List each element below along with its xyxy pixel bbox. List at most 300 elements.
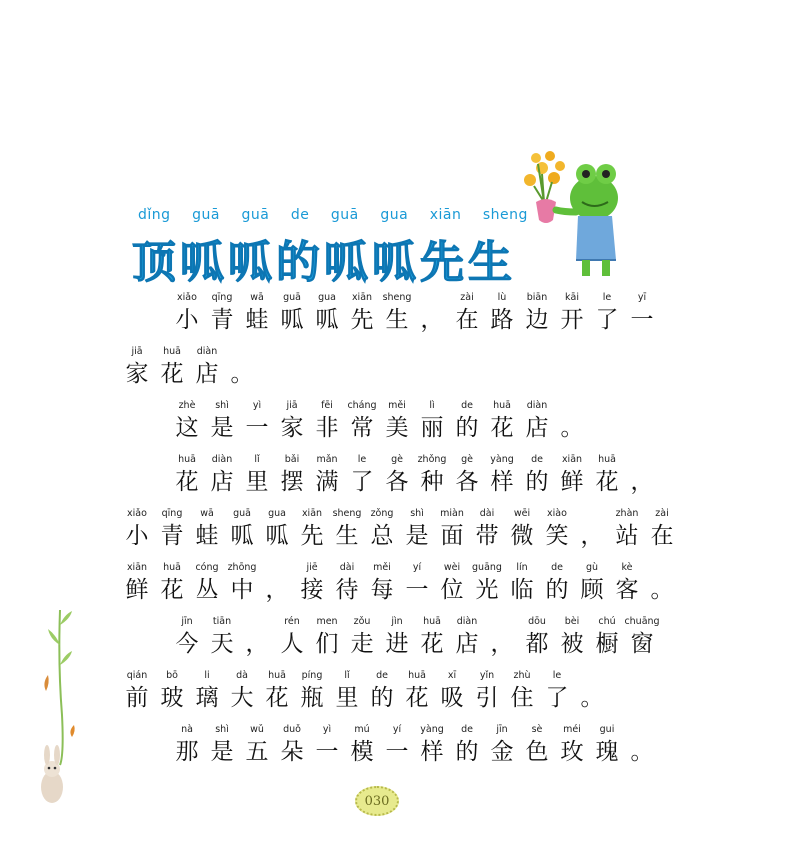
pinyin: lín [516, 562, 528, 573]
character [417, 290, 447, 334]
hanzi: 天 [210, 631, 234, 657]
hanzi: 引 [475, 685, 499, 711]
title-pinyin-syllable: de [290, 207, 310, 223]
pinyin: huā [268, 670, 286, 681]
character [577, 668, 607, 712]
frog-illustration [520, 150, 630, 280]
hanzi: 接 [300, 577, 324, 603]
hanzi: 美 [385, 415, 409, 441]
pinyin: de [461, 724, 473, 735]
character [207, 614, 237, 658]
character [312, 614, 342, 658]
text-line [122, 560, 682, 604]
hanzi: 面 [440, 523, 464, 549]
pinyin: shì [215, 724, 229, 735]
character [312, 452, 342, 496]
pinyin: zhàn [615, 508, 639, 519]
pinyin: mǎn [316, 454, 338, 465]
pinyin: biān [526, 292, 548, 303]
hanzi: 样 [490, 469, 514, 495]
hanzi: 各 [385, 469, 409, 495]
pinyin: dà [236, 670, 248, 681]
character [542, 560, 572, 604]
character [627, 290, 657, 334]
pinyin: huā [178, 454, 196, 465]
hanzi: ， [630, 469, 654, 495]
character [402, 560, 432, 604]
hanzi: 青 [160, 523, 184, 549]
character [402, 668, 432, 712]
hanzi: 先 [350, 307, 374, 333]
hanzi: 笑 [545, 523, 569, 549]
text-line [172, 614, 662, 658]
hanzi: 住 [510, 685, 534, 711]
character [417, 398, 447, 442]
pinyin: měi [373, 562, 391, 573]
pinyin: duǒ [283, 724, 301, 735]
character [417, 722, 447, 766]
pinyin: gè [461, 454, 473, 465]
character [332, 560, 362, 604]
hanzi: 每 [370, 577, 394, 603]
hanzi: 一 [385, 739, 409, 765]
hanzi: 常 [350, 415, 374, 441]
hanzi: 鲜 [125, 577, 149, 603]
hanzi: 金 [490, 739, 514, 765]
pinyin: jiā [131, 346, 143, 357]
hanzi: 那 [175, 739, 199, 765]
pinyin: zǒu [353, 616, 371, 627]
hanzi: 生 [385, 307, 409, 333]
pinyin: xiān [561, 454, 583, 465]
hanzi: 一 [315, 739, 339, 765]
hanzi: 总 [370, 523, 394, 549]
character [382, 398, 412, 442]
title-pinyin-syllable: dǐng [138, 207, 171, 223]
hanzi: ， [580, 523, 604, 549]
pinyin: jiē [306, 562, 318, 573]
character [402, 506, 432, 550]
hanzi: 了 [545, 685, 569, 711]
character [647, 560, 677, 604]
character [522, 722, 552, 766]
hanzi: 是 [210, 739, 234, 765]
pinyin: le [552, 670, 562, 681]
rabbit-illustration [38, 605, 98, 820]
pinyin: shì [410, 508, 424, 519]
pinyin: zhù [513, 670, 531, 681]
character [627, 452, 657, 496]
character [472, 506, 502, 550]
character [382, 452, 412, 496]
hanzi: 生 [335, 523, 359, 549]
page-title: 顶呱呱的呱呱先生 [132, 237, 516, 288]
hanzi: 走 [350, 631, 374, 657]
pinyin: de [461, 400, 473, 411]
character [627, 722, 657, 766]
character [277, 290, 307, 334]
pinyin: diàn [526, 400, 548, 411]
hanzi: 色 [525, 739, 549, 765]
character [312, 398, 342, 442]
hanzi: 一 [630, 307, 654, 333]
hanzi: 带 [475, 523, 499, 549]
hanzi: 中 [230, 577, 254, 603]
character [122, 344, 152, 388]
pinyin: zhōng [227, 562, 257, 573]
hanzi: 是 [405, 523, 429, 549]
hanzi: 花 [160, 577, 184, 603]
pinyin: lì [429, 400, 435, 411]
character [382, 614, 412, 658]
hanzi: 们 [315, 631, 339, 657]
hanzi: 光 [475, 577, 499, 603]
character [277, 722, 307, 766]
character [207, 398, 237, 442]
character [192, 344, 222, 388]
hanzi: 路 [490, 307, 514, 333]
hanzi: 。 [560, 415, 584, 441]
character [262, 506, 292, 550]
character [417, 614, 447, 658]
pinyin: yàng [490, 454, 514, 465]
pinyin: píng [301, 670, 323, 681]
pinyin: jìn [391, 616, 403, 627]
hanzi: 今 [175, 631, 199, 657]
pinyin: diàn [456, 616, 478, 627]
pinyin: rén [284, 616, 300, 627]
hanzi: 顾 [580, 577, 604, 603]
pinyin: yàng [420, 724, 444, 735]
pinyin: jiā [286, 400, 298, 411]
character [542, 668, 572, 712]
pinyin: bō [166, 670, 178, 681]
pinyin: dōu [528, 616, 546, 627]
hanzi: 里 [245, 469, 269, 495]
hanzi: 店 [210, 469, 234, 495]
hanzi: 模 [350, 739, 374, 765]
character [122, 668, 152, 712]
hanzi: 摆 [280, 469, 304, 495]
hanzi: 一 [405, 577, 429, 603]
character [242, 722, 272, 766]
hanzi: 前 [125, 685, 149, 711]
hanzi: 丛 [195, 577, 219, 603]
pinyin: yí [412, 562, 422, 573]
hanzi: 里 [335, 685, 359, 711]
hanzi: 小 [175, 307, 199, 333]
character [522, 452, 552, 496]
hanzi: 吸 [440, 685, 464, 711]
pinyin: diàn [196, 346, 218, 357]
pinyin: huā [408, 670, 426, 681]
pinyin: mú [354, 724, 370, 735]
hanzi: ， [420, 307, 444, 333]
pinyin: xiǎo [127, 508, 147, 519]
character [332, 506, 362, 550]
character [172, 614, 202, 658]
character [297, 506, 327, 550]
pinyin: qīng [161, 508, 183, 519]
pinyin: xiān [351, 292, 373, 303]
character [557, 290, 587, 334]
character [227, 560, 257, 604]
hanzi: 边 [525, 307, 549, 333]
character [312, 290, 342, 334]
pinyin: xiào [547, 508, 567, 519]
hanzi: 花 [160, 361, 184, 387]
character [242, 398, 272, 442]
character [437, 560, 467, 604]
character [487, 290, 517, 334]
pinyin: bǎi [284, 454, 300, 465]
text-line [122, 668, 612, 712]
hanzi: 瓶 [300, 685, 324, 711]
character [612, 506, 642, 550]
pinyin: li [204, 670, 210, 681]
character [437, 668, 467, 712]
pinyin: xiān [126, 562, 148, 573]
page-number: 030 [355, 786, 399, 816]
character [507, 560, 537, 604]
pinyin: le [602, 292, 612, 303]
character [452, 452, 482, 496]
character [487, 722, 517, 766]
pinyin: zhǒng [417, 454, 447, 465]
pinyin: sheng [382, 292, 412, 303]
character [367, 506, 397, 550]
hanzi: ， [265, 577, 289, 603]
character [157, 344, 187, 388]
character [227, 506, 257, 550]
pinyin: yī [637, 292, 647, 303]
hanzi: 呱 [230, 523, 254, 549]
hanzi: 青 [210, 307, 234, 333]
pinyin: qián [126, 670, 148, 681]
character [592, 722, 622, 766]
pinyin: shì [215, 400, 229, 411]
pinyin: de [551, 562, 563, 573]
character [487, 452, 517, 496]
pinyin: gua [268, 508, 286, 519]
pinyin: bèi [564, 616, 580, 627]
hanzi: 的 [370, 685, 394, 711]
character [472, 560, 502, 604]
hanzi: 家 [125, 361, 149, 387]
character [592, 614, 622, 658]
title-pinyin-syllable: guā [330, 207, 359, 223]
character [172, 452, 202, 496]
character [452, 614, 482, 658]
hanzi: 鲜 [560, 469, 584, 495]
character [332, 668, 362, 712]
pinyin: wēi [513, 508, 531, 519]
pinyin: yí [392, 724, 402, 735]
hanzi: 。 [630, 739, 654, 765]
character [472, 668, 502, 712]
pinyin: chú [598, 616, 616, 627]
hanzi: ， [245, 631, 269, 657]
hanzi: 花 [595, 469, 619, 495]
hanzi: 满 [315, 469, 339, 495]
text-line [172, 290, 662, 334]
character [172, 398, 202, 442]
hanzi: 花 [405, 685, 429, 711]
character [262, 668, 292, 712]
pinyin: gua [318, 292, 336, 303]
hanzi: 待 [335, 577, 359, 603]
character [507, 506, 537, 550]
hanzi: 都 [525, 631, 549, 657]
pinyin: sè [531, 724, 543, 735]
hanzi: 璃 [195, 685, 219, 711]
pinyin: de [376, 670, 388, 681]
hanzi: 位 [440, 577, 464, 603]
pinyin: dài [339, 562, 355, 573]
title-pinyin-syllable: guā [241, 207, 270, 223]
hanzi: 各 [455, 469, 479, 495]
pinyin: zhè [178, 400, 196, 411]
hanzi: 样 [420, 739, 444, 765]
hanzi: 这 [175, 415, 199, 441]
character [522, 614, 552, 658]
pinyin: zài [655, 508, 669, 519]
pinyin: cháng [347, 400, 377, 411]
character [207, 722, 237, 766]
character [172, 722, 202, 766]
hanzi: 家 [280, 415, 304, 441]
pinyin: guāng [472, 562, 502, 573]
text-line [122, 344, 262, 388]
hanzi: 的 [545, 577, 569, 603]
title-pinyin-syllable: guā [192, 207, 220, 223]
character [557, 452, 587, 496]
hanzi: 。 [580, 685, 604, 711]
character [487, 614, 517, 658]
character [262, 560, 292, 604]
character [242, 290, 272, 334]
hanzi: 花 [420, 631, 444, 657]
character [557, 398, 587, 442]
hanzi: 在 [455, 307, 479, 333]
hanzi: 呱 [280, 307, 304, 333]
character [297, 668, 327, 712]
pinyin: diàn [211, 454, 233, 465]
character [347, 722, 377, 766]
character [192, 668, 222, 712]
pinyin: lǐ [254, 454, 260, 465]
pinyin: gù [585, 562, 599, 573]
pinyin: méi [563, 724, 581, 735]
character [277, 452, 307, 496]
pinyin: wǔ [250, 724, 264, 735]
pinyin: guā [233, 508, 251, 519]
hanzi: 朵 [280, 739, 304, 765]
title-pinyin [138, 207, 528, 223]
pinyin: de [531, 454, 543, 465]
pinyin: jīn [496, 724, 508, 735]
character [507, 668, 537, 712]
character [577, 560, 607, 604]
hanzi: 微 [510, 523, 534, 549]
hanzi: 非 [315, 415, 339, 441]
pinyin: nà [181, 724, 193, 735]
pinyin: xiǎo [177, 292, 197, 303]
hanzi: 的 [525, 469, 549, 495]
character [347, 398, 377, 442]
character [382, 722, 412, 766]
character [347, 614, 377, 658]
pinyin: huā [493, 400, 511, 411]
hanzi: ， [490, 631, 514, 657]
hanzi: 五 [245, 739, 269, 765]
hanzi: 站 [615, 523, 639, 549]
character [227, 344, 257, 388]
pinyin: miàn [440, 508, 464, 519]
character [557, 614, 587, 658]
pinyin: zǒng [370, 508, 394, 519]
character [242, 614, 272, 658]
hanzi: 花 [490, 415, 514, 441]
character [647, 506, 677, 550]
character [157, 506, 187, 550]
pinyin: huā [423, 616, 441, 627]
pinyin: kāi [565, 292, 579, 303]
hanzi: 玻 [160, 685, 184, 711]
pinyin: huā [163, 346, 181, 357]
pinyin: kè [621, 562, 633, 573]
pinyin: tiān [212, 616, 232, 627]
pinyin: fēi [321, 400, 333, 411]
pinyin: měi [388, 400, 406, 411]
pinyin: cóng [195, 562, 219, 573]
character [122, 560, 152, 604]
title-pinyin-syllable: xiān [429, 207, 462, 223]
pinyin: le [357, 454, 367, 465]
hanzi: 种 [420, 469, 444, 495]
pinyin: zài [460, 292, 474, 303]
hanzi: 是 [210, 415, 234, 441]
pinyin: yǐn [479, 670, 495, 681]
character [297, 560, 327, 604]
hanzi: 开 [560, 307, 584, 333]
pinyin: huā [163, 562, 181, 573]
pinyin: xiān [301, 508, 323, 519]
hanzi: 了 [350, 469, 374, 495]
hanzi: 了 [595, 307, 619, 333]
hanzi: 临 [510, 577, 534, 603]
pinyin: huā [598, 454, 616, 465]
pinyin: wā [250, 292, 264, 303]
hanzi: 一 [245, 415, 269, 441]
hanzi: 玫 [560, 739, 584, 765]
hanzi: 先 [300, 523, 324, 549]
character [487, 398, 517, 442]
character [382, 290, 412, 334]
character [437, 506, 467, 550]
character [542, 506, 572, 550]
character [557, 722, 587, 766]
character [577, 506, 607, 550]
hanzi: 被 [560, 631, 584, 657]
character [172, 290, 202, 334]
pinyin: chuāng [624, 616, 660, 627]
hanzi: 窗 [630, 631, 654, 657]
hanzi: 店 [195, 361, 219, 387]
character [452, 722, 482, 766]
character [157, 668, 187, 712]
character [452, 398, 482, 442]
